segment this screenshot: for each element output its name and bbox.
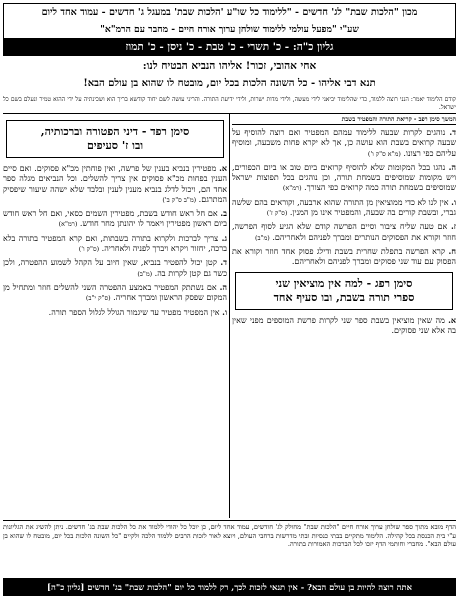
right-paragraph	[232, 197, 456, 219]
paragraph-text: אם חל ראש חודש בשבת, מפטירין השמים כסאי, ואם חל ראש חודש ביום ראשון מפטירין ויאמר לו יהונתן מחר חודש.	[3, 209, 227, 229]
right-paragraphs	[232, 127, 456, 268]
right-column	[232, 116, 456, 516]
left-paragraph	[3, 233, 227, 255]
footer-text: הדף מובא מתוך ספר שולחן ערוך אורח חיים "הלכות שבת" מחולק לג' חודשים, עמוד אחד ליום, כן יוכל כל יהודי ללמוד את כל הלכות שבת בג' חדשים. ניתן להשיג את הגליונות ע"י בית הכנסת בכל קהילה. הלימוד מתקיים בבתי כנסיות ובתי מדרשות ברחבי העולם, ויוצא לאור לזכות הרבים ללמוד הלכה ולקיים "כל השונה הלכות בכל יום, מובטח לו שהוא בן עולם הבא". מחברי וחותמי הדף יזכו לכל הברכות האמורות בתורה.	[3, 523, 456, 549]
right-paragraph	[232, 246, 456, 268]
paragraph-letter: ד.	[449, 127, 456, 137]
paragraph-letter: ג.	[221, 232, 227, 243]
source-reference: (ס"ק י"ב)	[85, 294, 111, 303]
paragraph-letter: ה.	[219, 281, 227, 292]
paragraph-letter: ו.	[222, 306, 227, 317]
siman-283-title-box	[235, 272, 453, 310]
paragraph-text: צריך לברכות ולקרוא בתורה בשבתות, ואם קרא המפטיר בתורה בלא ברכה, יחזור ויקרא ויברך לפניה ולאחריה.	[3, 233, 227, 254]
siman-283-title-line-2: ספרי תורה בשבת, ובו סעיף אחד	[273, 290, 415, 304]
left-paragraphs	[3, 163, 227, 318]
quote-line-2: תנא דבי אליהו - כל השונה הלכות בכל יום, מובטח לו שהוא בן עולם הבא!	[83, 78, 376, 89]
siman-283-title-line-1: סימן רפג - למה אין מוציאין שני	[275, 276, 413, 290]
bottom-slogan-bar: אתה רוצה להיות בן עולם הבא? - אין תנאי לזכות לכך, רק ללמוד כל יום "הלכות שבת" בג' חדשים [גליון כ"ה]	[3, 578, 456, 596]
paragraph-letter: ב.	[220, 208, 227, 219]
source-reference: (מ"ב ס"ק ב')	[162, 195, 197, 204]
paragraph-letter: א.	[219, 163, 227, 173]
source-reference: (רמ"א)	[282, 184, 302, 193]
paragraph-text: מה שאין מוציאין בשבת ספר שני לקרות פרשת המוספים מפני שאין בה אלא שני פסוקים.	[232, 315, 456, 335]
paragraph-text: נהגו בכל המקומות שלא להוסיף קרואים ביום טוב או ביום הכפורים, ויש מקומות שמוסיפים בשמחת תורה, וכן נוהגים בכל תפוצות ישראל שמוסיפים בשמחת תורה כמה קרואים כפי הצורך.	[232, 162, 456, 193]
siman-283-paragraph	[232, 315, 456, 337]
source-reference: (ס"ק ו')	[78, 245, 100, 254]
source-reference: (מ"ב)	[137, 269, 153, 278]
eliyahu-quote	[3, 58, 456, 94]
right-paragraph	[232, 162, 456, 194]
paragraph-text: מפטירין בנביא בענין של פרשה, ואין פוחתין מכ"א פסוקים. ואם סיים הענין בפחות מכ"א פסוקים אין צריך להשלים. וכל הנביאים מגלה ספר אחד הם, ויכול לדלג בנביא מענין לענין ובלבד שלא ישהה שיעור שיפסיק המתרגם.	[3, 164, 227, 204]
quote-line-1: אחי אהובי, זכור! אליהו הנביא הבטיח לנו:	[142, 60, 317, 72]
source-reference: (מ"א ס"ק ו')	[367, 149, 401, 158]
paragraph-text: אין לנו לא כדי ממוציאין מן התורה שהוא ארבעה, וקוראים בהם שלשה גברי, ובשבת קורים בה שבעה, והמפטיר אינו מן המנין.	[232, 197, 456, 218]
left-paragraph	[3, 208, 227, 230]
paragraph-text: קרא הפרשה בתפלת שחרית בשבת ודילג פסוק אחד חוזר וקורא את הפסוק עם עוד שני פסוקים ומברך לפניהם ולאחריהם.	[232, 246, 456, 267]
siman-284-title-box	[6, 120, 224, 158]
right-paragraph	[232, 127, 456, 159]
source-reference: (ס"ק ז')	[266, 209, 288, 218]
paragraph-letter: א.	[448, 314, 456, 325]
left-paragraph	[3, 282, 227, 304]
paragraph-letter: ד.	[220, 257, 227, 268]
source-reference: (מ"ב)	[255, 233, 270, 242]
paragraph-letter: ו.	[451, 196, 456, 207]
column-divider	[229, 114, 230, 518]
left-paragraph	[3, 163, 227, 205]
header-line-1: מכון "הלכות שבת" לג' חדשים - "ללימוד כל שו"ע 'הלכות שבת' במעגל ג' חדשים - עמוד אחד ליום	[41, 7, 418, 18]
siman-284-title-line-2: ובו ז' סעיפים	[86, 139, 144, 152]
paragraph-text: קטן יכול להפטיר בנביא, שאין חיוב על הקהל לשמוע ההפטרה, ולכן כשר גם קטן לקרות בה.	[3, 258, 227, 278]
siman-284-title-line-1: סימן רפד - דיני הפטורה וברכותיה,	[40, 125, 190, 138]
left-paragraph	[3, 307, 227, 318]
left-column	[3, 116, 227, 516]
right-paragraph	[232, 221, 456, 243]
header-line-2: שע"י "מפעל עולמי ללימוד שולחן ערוך אורח חיים - מחבר עם הרמ"א"	[100, 24, 359, 35]
source-reference: (רמ"א)	[58, 220, 78, 229]
issue-dates-bar: גליון כ"ה: - כ' תשרי - כ' טבת - כ' ניסן - כ' תמוז	[3, 39, 456, 56]
paragraph-text: אם נשתתק המפטיר באמצע ההפטרה השני להשלים חוזר ומתחיל מן המקום שפסק הראשון ומברך אחריה.	[3, 282, 227, 303]
paragraph-text: אם טעה שליח ציבור וסיים הפרשה קודם שלא הגיע לסוף הפרשה, חוזר וקורא את הפסוקים הנותרים ומברך לפניהם ולאחריהם.	[232, 222, 456, 242]
left-paragraph	[3, 257, 227, 279]
paragraph-letter: ה.	[448, 161, 456, 172]
pre-learning-prayer: קודם הלימוד יאמר: הנני רוצה ללמוד, כדי שהלימוד יביאני לידי מעשה, ולידי מדות ישרות, ולידי ידיעת התורה. והריני עושה לשם יחוד קודשא בריך הוא ושכינתיה על ידי ההוא טמיר ונעלם בשם כל ישראל.	[3, 96, 456, 111]
continuation-header: המשך סימן רפב - קריאת התורה והמפטיר בשבת	[232, 116, 456, 125]
paragraph-text: נוהגים לקרות שבעה ללימוד עמהם המפטיר ואם רוצה להוסיף על שבעה קרואים בשבת הוא עושה כן, אך לא יקרא פחות משבעה, ומוסיף עליהם כפי רצונו.	[232, 128, 456, 158]
paragraph-text: אין המפטיר מפטיר עד שיגמור הגולל לגלול הספר תורה.	[48, 307, 220, 317]
header-box	[3, 3, 456, 39]
paragraph-letter: ח.	[448, 245, 456, 256]
paragraph-letter: ז.	[450, 221, 456, 232]
footer-divider	[3, 520, 456, 521]
